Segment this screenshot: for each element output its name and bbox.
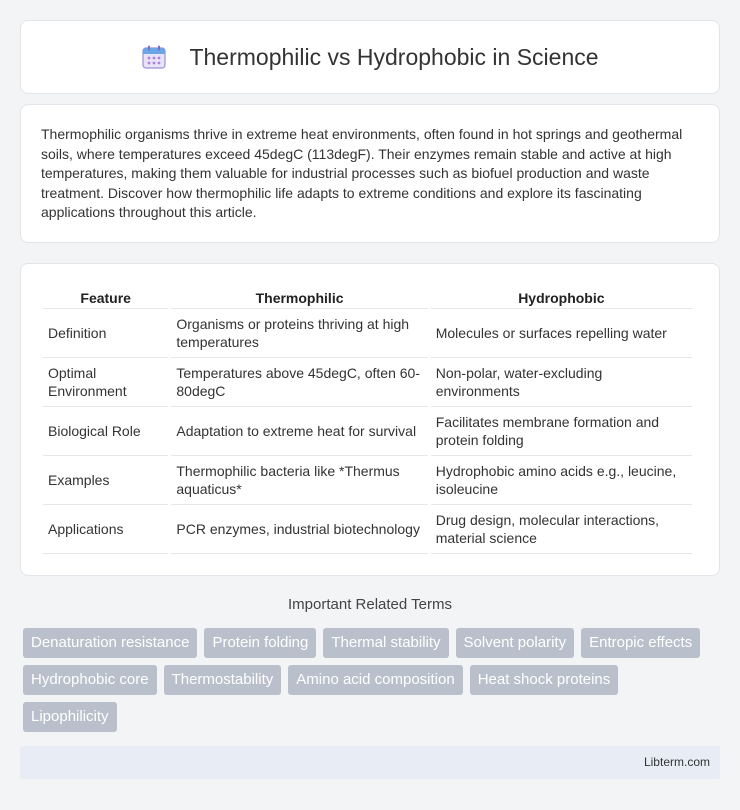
header-card xyxy=(20,20,720,94)
related-term-tag[interactable]: Protein folding xyxy=(204,628,316,658)
related-term-tag[interactable]: Heat shock proteins xyxy=(470,665,619,695)
table-row xyxy=(43,456,692,505)
related-term-tag[interactable]: Amino acid composition xyxy=(288,665,462,695)
related-term-tag[interactable]: Thermostability xyxy=(164,665,282,695)
related-term-tag[interactable]: Entropic effects xyxy=(581,628,700,658)
related-term-tag[interactable]: Hydrophobic core xyxy=(23,665,157,695)
calendar-icon xyxy=(141,44,167,70)
related-term-tag[interactable]: Denaturation resistance xyxy=(23,628,197,658)
feature-cell: Definition xyxy=(43,309,168,358)
hydrophobic-cell: Hydrophobic amino acids e.g., leucine, isoleucine xyxy=(431,456,692,505)
feature-cell: Applications xyxy=(43,505,168,554)
related-term-tag[interactable]: Thermal stability xyxy=(323,628,448,658)
intro-card xyxy=(20,104,720,243)
intro-paragraph: Thermophilic organisms thrive in extreme heat environments, often found in hot springs and geothermal soils, where temperatures exceed 45degC (113degF). Their enzymes remain stable and active at high temperatures, making them valuable for industrial processes such as biofuel production and waste treatment. Discover how thermophilic life adapts to extreme conditions and explore its fascinating applications throughout this article. xyxy=(41,126,683,220)
table-row xyxy=(43,309,692,358)
thermophilic-cell: Adaptation to extreme heat for survival xyxy=(171,407,427,456)
hydrophobic-cell: Non-polar, water-excluding environments xyxy=(431,358,692,407)
related-term-tag[interactable]: Solvent polarity xyxy=(456,628,575,658)
thermophilic-cell: Thermophilic bacteria like *Thermus aquaticus* xyxy=(171,456,427,505)
table-row xyxy=(43,505,692,554)
related-term-tag[interactable]: Lipophilicity xyxy=(23,702,117,732)
header-feature: Feature xyxy=(43,284,168,309)
page-title: Thermophilic vs Hydrophobic in Science xyxy=(189,43,599,70)
thermophilic-cell: Organisms or proteins thriving at high temperatures xyxy=(171,309,427,358)
table-row xyxy=(43,358,692,407)
feature-cell: Biological Role xyxy=(43,407,168,456)
header-thermophilic: Thermophilic xyxy=(171,284,427,309)
related-terms-heading: Important Related Terms xyxy=(288,596,452,613)
hydrophobic-cell: Drug design, molecular interactions, material science xyxy=(431,505,692,554)
related-terms-list xyxy=(23,628,723,739)
thermophilic-cell: Temperatures above 45degC, often 60-80degC xyxy=(171,358,427,407)
thermophilic-cell: PCR enzymes, industrial biotechnology xyxy=(171,505,427,554)
feature-cell: Optimal Environment xyxy=(43,358,168,407)
comparison-table xyxy=(40,284,695,554)
footer xyxy=(20,746,720,779)
table-header-row xyxy=(43,284,692,309)
footer-site-link[interactable]: Libterm.com xyxy=(643,755,710,769)
comparison-table-card xyxy=(20,263,720,576)
hydrophobic-cell: Facilitates membrane formation and protein folding xyxy=(431,407,692,456)
feature-cell: Examples xyxy=(43,456,168,505)
header-hydrophobic: Hydrophobic xyxy=(431,284,692,309)
hydrophobic-cell: Molecules or surfaces repelling water xyxy=(431,309,692,358)
table-row xyxy=(43,407,692,456)
